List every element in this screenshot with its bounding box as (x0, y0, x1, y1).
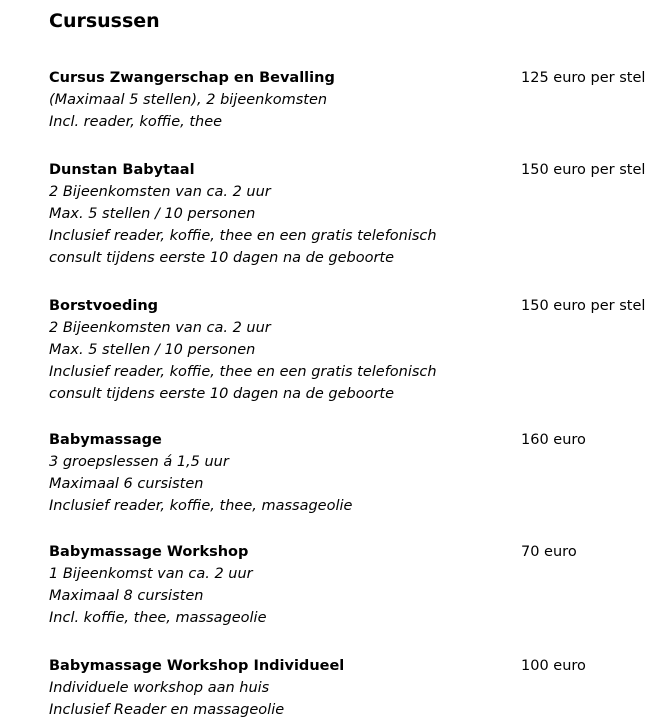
course-dunstan-babytaal (49, 159, 669, 269)
course-price: 150 euro per stel (521, 298, 646, 314)
course-detail: 2 Bijeenkomsten van ca. 2 uur (49, 320, 271, 336)
course-name: Babymassage (49, 432, 162, 448)
course-detail: Incl. reader, koffie, thee (49, 114, 223, 130)
course-detail: Individuele workshop aan huis (49, 680, 270, 696)
course-name: Borstvoeding (49, 298, 159, 314)
course-detail: consult tijdens eerste 10 dagen na de geboorte (49, 386, 395, 402)
course-detail: Inclusief reader, koffie, thee, massageolie (49, 498, 353, 514)
course-price: 125 euro per stel (521, 70, 646, 86)
course-detail: Inclusief reader, koffie, thee en een gratis telefonisch (49, 228, 437, 244)
course-detail: Max. 5 stellen / 10 personen (49, 342, 256, 358)
course-detail: 1 Bijeenkomst van ca. 2 uur (49, 566, 253, 582)
course-detail: 2 Bijeenkomsten van ca. 2 uur (49, 184, 271, 200)
course-detail: Incl. koffie, thee, massageolie (49, 610, 267, 626)
course-price: 100 euro (521, 658, 586, 674)
course-babymassage-workshop (49, 541, 669, 629)
course-price: 150 euro per stel (521, 162, 646, 178)
course-name: Dunstan Babytaal (49, 162, 195, 178)
page-title: Cursussen (49, 10, 160, 32)
course-detail: Maximaal 8 cursisten (49, 588, 204, 604)
course-detail: 3 groepslessen á 1,5 uur (49, 454, 229, 470)
course-detail: Inclusief reader, koffie, thee en een gratis telefonisch (49, 364, 437, 380)
course-babymassage (49, 429, 669, 517)
course-borstvoeding (49, 295, 669, 405)
course-detail: (Maximaal 5 stellen), 2 bijeenkomsten (49, 92, 328, 108)
course-name: Babymassage Workshop Individueel (49, 658, 345, 674)
course-name: Babymassage Workshop (49, 544, 249, 560)
course-detail: Inclusief Reader en massageolie (49, 702, 285, 718)
course-price: 160 euro (521, 432, 586, 448)
course-price: 70 euro (521, 544, 577, 560)
course-babymassage-workshop-individueel (49, 655, 669, 721)
course-name: Cursus Zwangerschap en Bevalling (49, 70, 335, 86)
course-zwangerschap-bevalling (49, 67, 669, 133)
course-detail: consult tijdens eerste 10 dagen na de geboorte (49, 250, 395, 266)
course-detail: Maximaal 6 cursisten (49, 476, 204, 492)
course-detail: Max. 5 stellen / 10 personen (49, 206, 256, 222)
